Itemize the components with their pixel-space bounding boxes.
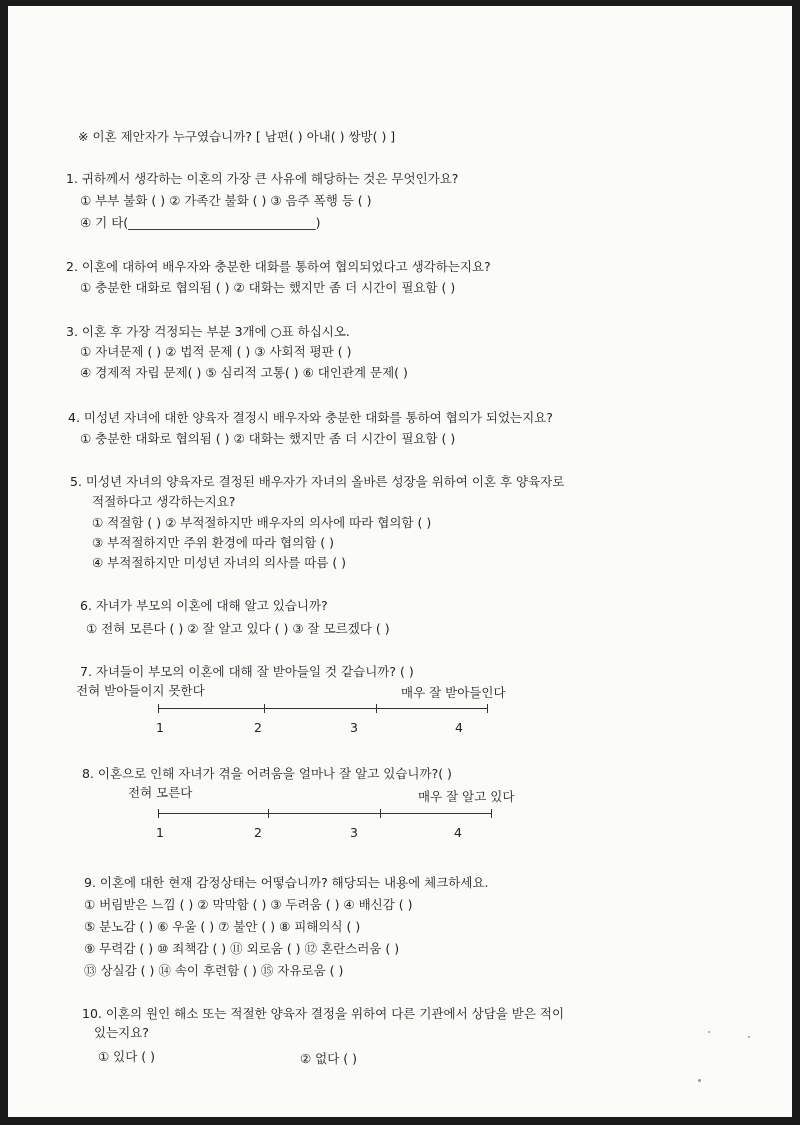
question-10-option-yes: ① 있다 ( ) — [98, 1049, 156, 1064]
question-8-scale-left-label: 전혀 모른다 — [128, 785, 193, 800]
question-5-option-3: ③ 부적절하지만 주위 환경에 따라 협의함 ( ) — [92, 535, 334, 550]
question-2-options: ① 충분한 대화로 협의됨 ( ) ② 대화는 했지만 좀 더 시간이 필요함 ( ) — [80, 280, 456, 295]
scale-point-2: 2 — [254, 720, 262, 735]
question-9-options-row-4: ⑬ 상실감 ( ) ⑭ 속이 후련함 ( ) ⑮ 자유로움 ( ) — [84, 963, 344, 978]
scan-speck — [708, 1031, 710, 1033]
question-9-title: 9. 이혼에 대한 현재 감정상태는 어떻습니까? 해당되는 내용에 체크하세요. — [84, 875, 489, 890]
survey-page — [8, 6, 792, 1117]
scale-tick — [380, 809, 381, 818]
scale-point-3: 3 — [350, 825, 358, 840]
question-2-title: 2. 이혼에 대하여 배우자와 충분한 대화를 통하여 협의되었다고 생각하는지요? — [66, 259, 491, 274]
question-7-scale-left-label: 전혀 받아들이지 못한다 — [76, 683, 205, 698]
question-3-title: 3. 이혼 후 가장 걱정되는 부분 3개에 ○표 하십시오. — [66, 324, 350, 339]
scale-line — [158, 813, 492, 814]
question-6-options: ① 전혀 모른다 ( ) ② 잘 알고 있다 ( ) ③ 잘 모르겠다 ( ) — [86, 621, 390, 636]
question-6-title: 6. 자녀가 부모의 이혼에 대해 알고 있습니까? — [80, 598, 328, 613]
proposer-question: ※ 이혼 제안자가 누구였습니까? [ 남편( ) 아내( ) 쌍방( ) ] — [78, 129, 396, 144]
question-5-option-4: ④ 부적절하지만 미성년 자녀의 의사를 따름 ( ) — [92, 555, 347, 570]
question-5-title: 5. 미성년 자녀의 양육자로 결정된 배우자가 자녀의 올바른 성장을 위하여 이혼 후 양육자로 — [70, 474, 565, 489]
scale-tick — [158, 704, 159, 713]
scale-point-4: 4 — [454, 825, 462, 840]
question-9-options-row-2: ⑤ 분노감 ( ) ⑥ 우울 ( ) ⑦ 불안 ( ) ⑧ 피해의식 ( ) — [84, 919, 361, 934]
question-7-title: 7. 자녀들이 부모의 이혼에 대해 잘 받아들일 것 같습니까? ( ) — [80, 664, 414, 679]
question-1-other: ④ 기 타(______________________________) — [80, 215, 321, 230]
scale-point-4: 4 — [455, 720, 463, 735]
question-1-title: 1. 귀하께서 생각하는 이혼의 가장 큰 사유에 해당하는 것은 무엇인가요? — [66, 171, 459, 186]
scan-speck — [698, 1079, 701, 1082]
question-7-scale-right-label: 매우 잘 받아들인다 — [401, 685, 506, 700]
question-4-options: ① 충분한 대화로 협의됨 ( ) ② 대화는 했지만 좀 더 시간이 필요함 ( ) — [80, 431, 456, 446]
scale-tick — [491, 809, 492, 818]
question-8-scale-right-label: 매우 잘 알고 있다 — [418, 789, 515, 804]
scale-line — [158, 708, 488, 709]
scale-tick — [487, 704, 488, 713]
question-3-options-row-2: ④ 경제적 자립 문제( ) ⑤ 심리적 고통( ) ⑥ 대인관계 문제( ) — [80, 365, 408, 380]
question-5-option-1-2: ① 적절함 ( ) ② 부적절하지만 배우자의 의사에 따라 협의함 ( ) — [92, 515, 432, 530]
question-1-options: ① 부부 불화 ( ) ② 가족간 불화 ( ) ③ 음주 폭행 등 ( ) — [80, 193, 372, 208]
scale-tick — [268, 809, 269, 818]
question-8-title: 8. 이혼으로 인해 자녀가 겪을 어려움을 얼마나 잘 알고 있습니까?( ) — [82, 766, 452, 781]
question-9-options-row-1: ① 버림받은 느낌 ( ) ② 막막함 ( ) ③ 두려움 ( ) ④ 배신감 ( ) — [84, 897, 413, 912]
scale-tick — [158, 809, 159, 818]
question-5-title-continued: 적절하다고 생각하는지요? — [92, 494, 236, 509]
question-4-title: 4. 미성년 자녀에 대한 양육자 결정시 배우자와 충분한 대화를 통하여 협의가 되었는지요? — [68, 410, 553, 425]
scale-point-1: 1 — [156, 825, 164, 840]
scale-tick — [376, 704, 377, 713]
question-10-title-continued: 있는지요? — [94, 1025, 149, 1040]
scale-point-1: 1 — [156, 720, 164, 735]
scale-point-3: 3 — [350, 720, 358, 735]
scan-speck — [748, 1036, 750, 1038]
question-3-options-row-1: ① 자녀문제 ( ) ② 법적 문제 ( ) ③ 사회적 평판 ( ) — [80, 344, 352, 359]
question-9-options-row-3: ⑨ 무력감 ( ) ⑩ 죄책감 ( ) ⑪ 외로움 ( ) ⑫ 혼란스러움 ( ) — [84, 941, 400, 956]
scale-tick — [264, 704, 265, 713]
question-10-option-no: ② 없다 ( ) — [300, 1051, 358, 1066]
scale-point-2: 2 — [254, 825, 262, 840]
question-10-title: 10. 이혼의 원인 해소 또는 적절한 양육자 결정을 위하여 다른 기관에서 상담을 받은 적이 — [82, 1006, 565, 1021]
